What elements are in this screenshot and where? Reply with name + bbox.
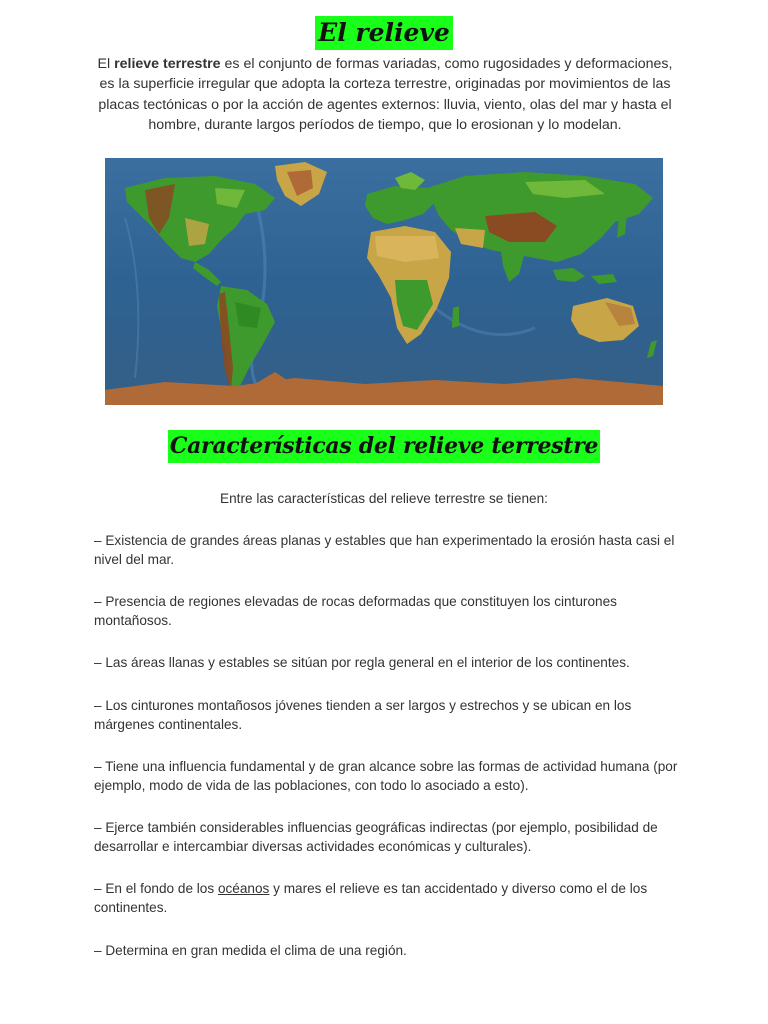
world-relief-map xyxy=(105,158,663,405)
oceans-link[interactable]: océanos xyxy=(217,881,270,896)
list-item: – Tiene una influencia fundamental y de gran alcance sobre las formas de actividad humana (por ejemplo, modo de vida de las poblaciones, con todo lo asociado a esto). xyxy=(94,759,678,793)
lead-paragraph: Entre las características del relieve terrestre se tienen: xyxy=(220,491,548,506)
list-item: – Las áreas llanas y estables se sitúan por regla general en el interior de los continentes. xyxy=(94,655,630,670)
intro-bold-term: relieve terrestre xyxy=(114,56,221,72)
subtitle-container xyxy=(0,430,768,463)
world-relief-map-graphic xyxy=(105,158,663,405)
list-item: – Determina en gran medida el clima de una región. xyxy=(94,943,407,958)
intro-pre: El xyxy=(97,56,115,72)
list-item xyxy=(94,880,684,917)
page-title: El relieve xyxy=(315,16,453,50)
list-item: – Los cinturones montañosos jóvenes tienden a ser largos y estrechos y se ubican en los márgenes continentales. xyxy=(94,698,632,732)
list-item: – Existencia de grandes áreas planas y estables que han experimentado la erosión hasta casi el nivel del mar. xyxy=(94,533,675,567)
intro-post: es el conjunto de formas variadas, como rugosidades y deformaciones, es la superficie irregular que adopta la corteza terrestre, originadas por movimientos de las placas tectónicas o por la acción de agentes externos: lluvia, viento, olas del mar y hasta el hombre, durante largos períodos de tiempo, que lo erosionan y lo modelan. xyxy=(98,56,673,133)
title-container xyxy=(0,16,768,50)
list-item: – Presencia de regiones elevadas de rocas deformadas que constituyen los cinturones montañosos. xyxy=(94,594,617,628)
item-7-pre: – En el fondo de los xyxy=(94,881,218,896)
item-7-post: y mares el relieve es tan accidentado y diverso como el de los continentes. xyxy=(94,881,648,915)
list-item: – Ejerce también considerables influencias geográficas indirectas (por ejemplo, posibilidad de desarrollar e intercambiar diversas actividades económicas y culturales). xyxy=(94,820,658,854)
section-subtitle: Características del relieve terrestre xyxy=(168,430,600,463)
intro-paragraph xyxy=(90,54,680,135)
